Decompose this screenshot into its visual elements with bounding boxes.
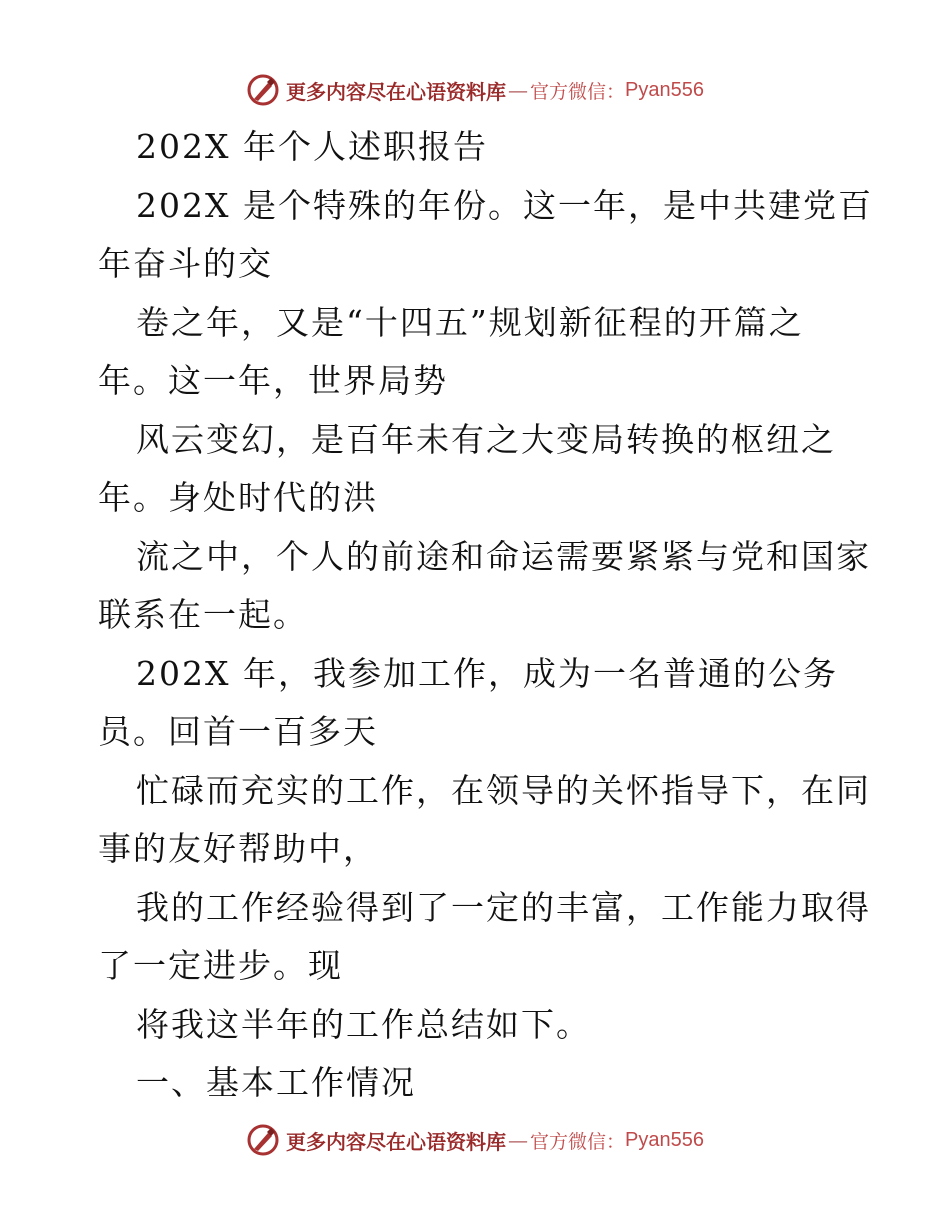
text-line: 我的工作经验得到了一定的丰富，工作能力取得	[136, 887, 871, 927]
text-line: 将我这半年的工作总结如下。	[136, 1004, 591, 1044]
text-line: 202X 年，我参加工作，成为一名普通的公务	[136, 653, 838, 693]
pen-logo-icon	[246, 73, 280, 107]
pen-logo-icon	[246, 1123, 280, 1157]
text-line: 年。身处时代的洪	[98, 478, 378, 517]
text-line: 了一定进步。现	[98, 946, 343, 985]
banner-brand-text: 更多内容尽在心语资料库	[286, 79, 506, 104]
banner-dash: —	[508, 1128, 528, 1152]
header-watermark-banner	[0, 70, 950, 110]
document-body	[98, 118, 878, 1113]
document-title: 202X 年个人述职报告	[136, 127, 488, 166]
text-line: 卷之年，又是“十四五”规划新征程的开篇之	[136, 302, 804, 342]
text-line: 年奋斗的交	[98, 244, 273, 283]
text-line: 年。这一年，世界局势	[98, 361, 448, 400]
text-line: 流之中，个人的前途和命运需要紧紧与党和国家	[136, 536, 871, 576]
text-line: 联系在一起。	[98, 595, 308, 634]
text-line: 202X 是个特殊的年份。这一年，是中共建党百	[136, 185, 873, 225]
footer-watermark-banner	[0, 1120, 950, 1160]
text-line: 忙碌而充实的工作，在领导的关怀指导下，在同	[136, 770, 871, 810]
banner-wechat-id: Pyan556	[625, 78, 704, 101]
banner-wechat-id: Pyan556	[625, 1128, 704, 1151]
banner-dash: —	[508, 78, 528, 102]
banner-wechat-label: 官方微信：	[530, 80, 626, 103]
text-line: 风云变幻，是百年未有之大变局转换的枢纽之	[136, 419, 836, 459]
banner-wechat-label: 官方微信：	[530, 1130, 626, 1153]
section-heading: 一、基本工作情况	[136, 1063, 416, 1102]
banner-brand-text: 更多内容尽在心语资料库	[286, 1129, 506, 1154]
text-line: 员。回首一百多天	[98, 712, 378, 751]
text-line: 事的友好帮助中，	[98, 829, 378, 868]
